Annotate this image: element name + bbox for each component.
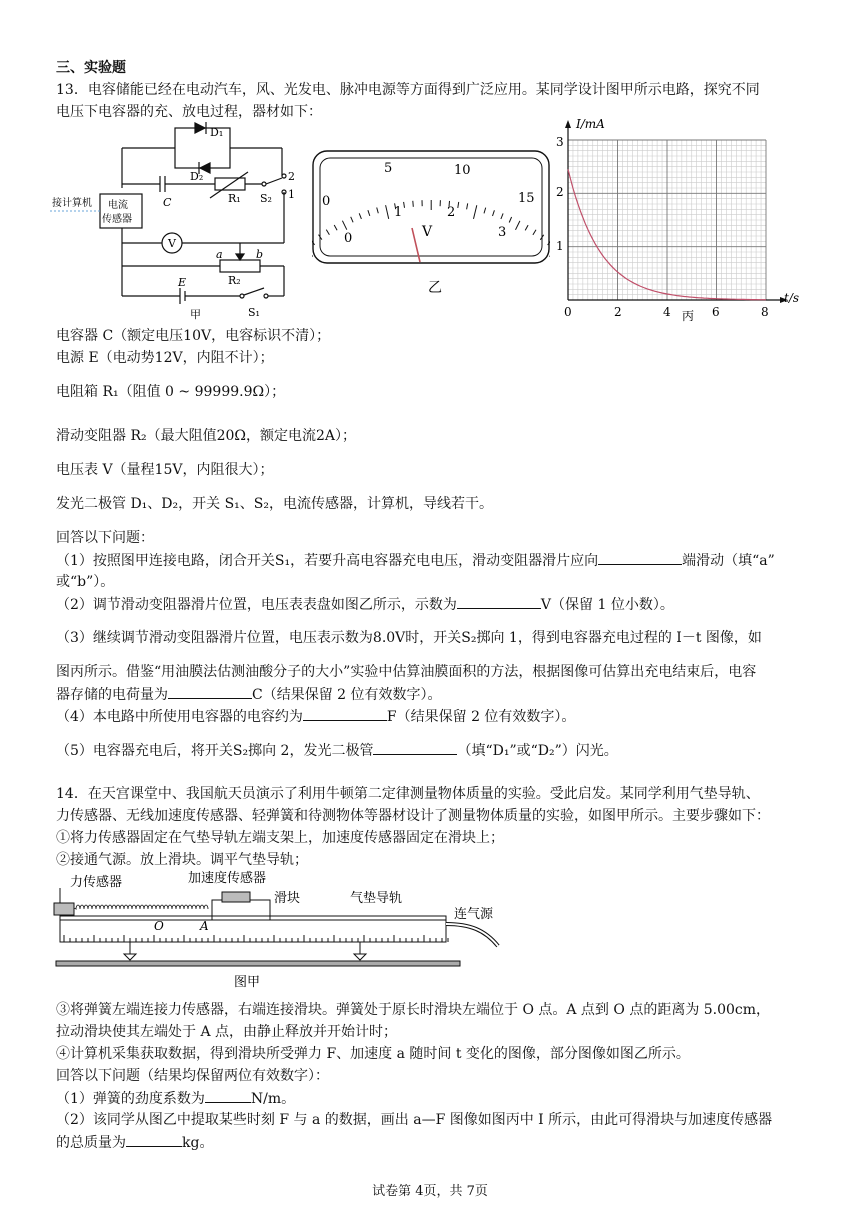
label-a-point: A	[200, 919, 209, 933]
q14-part2-line2	[56, 1132, 213, 1153]
dial-tick	[525, 225, 528, 230]
q14-intro-line1: 14．在天宫课堂中、我国航天员演示了利用牛顿第二定律测量物体质量的实验。受此启发。某同学利用气垫导轨、	[56, 786, 760, 802]
q13-answer-intro: 回答以下问题：	[56, 530, 154, 546]
label-d2: D₂	[190, 170, 204, 183]
q14-answer-intro: 回答以下问题（结果均保留两位有效数字）：	[56, 1068, 329, 1084]
bottom-scale-2: 2	[447, 205, 456, 220]
graph-ylabel: I/mA	[576, 117, 605, 131]
graph-xtick-2: 2	[614, 305, 622, 319]
dial-tick	[351, 217, 353, 223]
dial-tick	[458, 202, 459, 208]
dial-tick	[533, 230, 536, 235]
bottom-scale-0: 0	[344, 231, 353, 246]
graph-xlabel: t/s	[784, 291, 800, 305]
label-slider: 滑块	[274, 891, 301, 906]
label-sensor-2: 传感器	[102, 214, 132, 225]
label-s1: S₁	[248, 306, 260, 319]
bottom-scale-3: 3	[498, 225, 507, 240]
q14-step2: ②接通气源。放上滑块。调平气垫导轨；	[56, 852, 308, 868]
label-b: b	[256, 248, 264, 261]
answer-blank-3[interactable]	[168, 684, 252, 699]
q14-part2-text-b: 的总质量为	[56, 1135, 126, 1151]
label-track: 气垫导轨	[350, 891, 403, 906]
graph-xtick-6: 6	[712, 305, 720, 319]
circuit-caption: 甲	[190, 308, 201, 321]
q13-part1	[56, 550, 775, 571]
q13-part3-text-c: 器存储的电荷量为	[56, 687, 168, 703]
graph-ytick-1: 1	[556, 239, 564, 253]
answer-blank-7[interactable]	[126, 1132, 182, 1147]
label-terminal-2: 2	[288, 170, 295, 183]
q13-part5-text-a: （5）电容器充电后，将开关S₂掷向 2，发光二极管	[56, 743, 374, 759]
top-scale-10: 10	[454, 163, 471, 178]
graph-caption: 丙	[682, 309, 695, 323]
label-o: O	[154, 919, 164, 933]
section-title: 三、实验题	[56, 60, 126, 76]
label-a: a	[216, 248, 223, 261]
dial-tick	[516, 221, 520, 230]
dial-tick	[334, 225, 337, 230]
top-scale-5: 5	[384, 161, 393, 176]
dial-tick	[404, 202, 405, 208]
voltmeter-dial	[312, 150, 550, 300]
dial-tick	[484, 208, 486, 214]
graph-xtick-8: 8	[761, 305, 769, 319]
q14-part2-text-c: kg。	[182, 1135, 214, 1151]
q13-part2-text-a: （2）调节滑动变阻器滑片位置，电压表表盘如图乙所示，示数为	[56, 597, 457, 613]
q13-part2-text-b: V（保留 1 位小数）。	[540, 597, 674, 613]
q14-step4: ④计算机采集获取数据，得到滑块所受弹力 F、加速度 a 随时间 t 变化的图像，部分图像如图乙所示。	[56, 1046, 690, 1062]
item-voltmeter: 电压表 V（量程15V，内阻很大）；	[56, 462, 274, 478]
it-graph	[552, 112, 812, 324]
q13-part1-cont: 或“b”）。	[56, 574, 115, 590]
dial-tick	[377, 208, 379, 214]
q13-part1-text-b: 端滑动（填“a”	[682, 553, 775, 569]
bottom-scale-1: 1	[394, 205, 403, 220]
dial-tick	[509, 217, 511, 223]
item-resistor-box: 电阻箱 R₁（阻值 0 ~ 99999.9Ω）；	[56, 384, 286, 400]
dial-tick	[368, 210, 370, 216]
q14-part1	[56, 1088, 295, 1109]
q13-part4-text-a: （4）本电路中所使用电容器的电容约为	[56, 709, 303, 725]
q13-part3-line3	[56, 684, 442, 705]
dial-tick	[342, 221, 346, 230]
dial-tick	[386, 205, 389, 219]
label-force-sensor: 力传感器	[70, 875, 123, 890]
label-terminal-1: 1	[288, 188, 295, 201]
label-c: C	[163, 196, 172, 209]
dial-tick	[413, 201, 414, 207]
q13-intro-line2: 电压下电容器的充、放电过程，器材如下：	[56, 104, 322, 120]
q14-step3-line2: 拉动滑块使其左端处于 A 点，由静止释放并开始计时；	[56, 1024, 398, 1040]
q14-intro-line2: 力传感器、无线加速度传感器、轻弹簧和待测物体等器材设计了测量物体质量的实验，如图甲所示。主要步骤如下：	[56, 808, 770, 824]
graph-xtick-4: 4	[663, 305, 671, 319]
q13-part3-text-d: C（结果保留 2 位有效数字）。	[252, 687, 442, 703]
answer-blank-6[interactable]	[205, 1088, 251, 1103]
dial-tick	[467, 203, 468, 209]
q14-part1-text-a: （1）弹簧的劲度系数为	[56, 1091, 205, 1107]
label-air-source: 连气源	[454, 907, 494, 922]
graph-xtick-0: 0	[564, 305, 572, 319]
item-rheostat: 滑动变阻器 R₂（最大阻值20Ω，额定电流2A）；	[56, 428, 357, 444]
q13-part4-text-b: F（结果保留 2 位有效数字）。	[386, 709, 576, 725]
dial-tick	[474, 205, 477, 219]
q14-part1-text-b: N/m。	[250, 1091, 296, 1107]
label-e: E	[178, 276, 187, 289]
label-s2: S₂	[260, 192, 272, 205]
label-computer: 接计算机	[52, 198, 92, 209]
item-others: 发光二极管 D₁、D₂，开关 S₁、S₂，电流传感器，计算机，导线若干。	[56, 496, 493, 512]
label-acc-sensor: 加速度传感器	[188, 871, 267, 886]
answer-blank-4[interactable]	[303, 706, 387, 721]
q13-part5-text-b: （填“D₁”或“D₂”）闪光。	[457, 743, 618, 759]
answer-blank-1[interactable]	[598, 550, 682, 565]
q13-part5	[56, 740, 618, 761]
q14-step3-line1: ③将弹簧左端连接力传感器，右端连接滑块。弹簧处于原长时滑块左端位于 O 点。A 点到 O 点的距离为 5.00cm，	[56, 1002, 771, 1018]
dial-tick	[359, 213, 361, 219]
q13-part1-text-a: （1）按照图甲连接电路，闭合开关S₁，若要升高电容器充电电压，滑动变阻器滑片应向	[56, 553, 599, 569]
answer-blank-5[interactable]	[373, 740, 457, 755]
meter-unit: V	[422, 224, 433, 240]
dial-tick	[326, 230, 329, 235]
label-r2: R₂	[228, 274, 241, 287]
answer-blank-2[interactable]	[457, 594, 541, 609]
q13-part3-line2: 图丙所示。借鉴“用油膜法估测油酸分子的大小”实验中估算油膜面积的方法，根据图像可估算出充电结束后，电容	[56, 664, 757, 680]
meter-caption: 乙	[428, 280, 442, 296]
item-capacitor: 电容器 C（额定电压10V，电容标识不清）；	[56, 328, 331, 344]
graph-ytick-2: 2	[556, 185, 564, 199]
label-r1: R₁	[228, 192, 241, 205]
page-footer: 试卷第 4页，共 7页	[372, 1184, 488, 1199]
q13-part4	[56, 706, 575, 727]
dial-tick	[493, 210, 495, 216]
figure-caption: 图甲	[234, 975, 261, 990]
label-voltmeter: V	[168, 237, 176, 250]
dial-tick	[501, 213, 503, 219]
circuit-diagram	[50, 118, 300, 323]
q14-part2-line1: （2）该同学从图乙中提取某些时刻 F 与 a 的数据，画出 a—F 图像如图丙中 I 所示，由此可得滑块与加速度传感器	[56, 1112, 773, 1128]
q13-part3-line1: （3）继续调节滑动变阻器滑片位置，电压表示数为8.0V时，开关S₂掷向 1，得到电容器充电过程的 I－t 图像，如	[56, 630, 762, 646]
graph-ytick-3: 3	[556, 135, 564, 149]
q13-intro-line1: 13．电容储能已经在电动汽车，风、光发电、脉冲电源等方面得到广泛应用。某同学设计图甲所示电路，探究不同	[56, 82, 760, 98]
top-scale-0: 0	[322, 194, 331, 209]
air-track-figure	[50, 868, 520, 992]
label-sensor-1: 电流	[108, 200, 128, 211]
top-scale-15: 15	[518, 191, 535, 206]
item-source: 电源 E（电动势12V，内阻不计）；	[56, 350, 274, 366]
label-d1: D₁	[210, 126, 224, 139]
q14-step1: ①将力传感器固定在气垫导轨左端支架上，加速度传感器固定在滑块上；	[56, 830, 504, 846]
q13-part2	[56, 594, 674, 615]
